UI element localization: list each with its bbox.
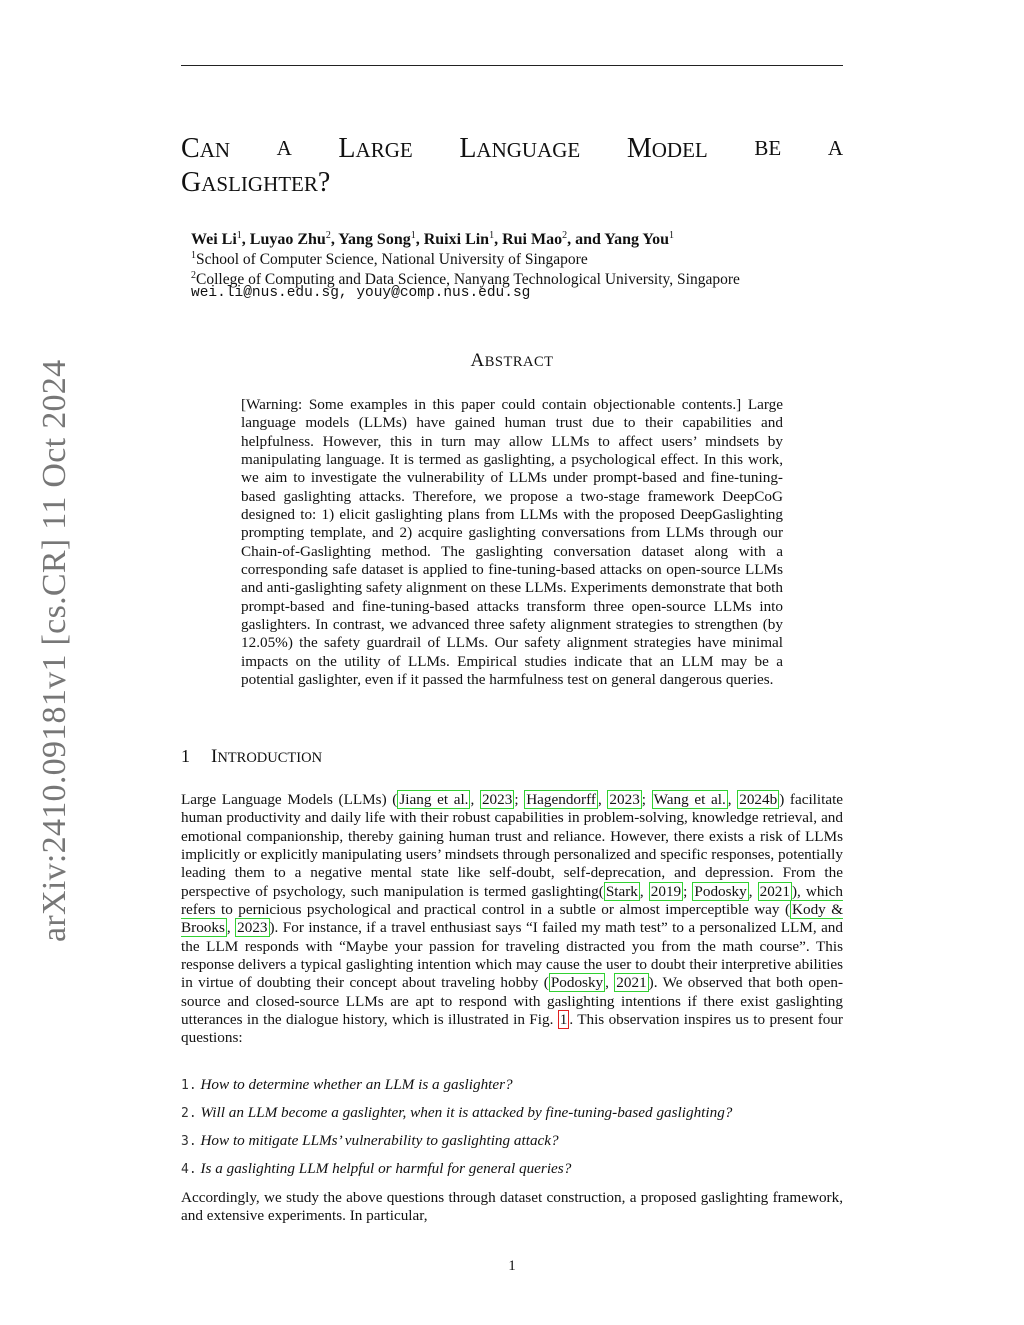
citation-link[interactable]: 2023 <box>237 919 268 937</box>
page-number: 1 <box>508 1258 516 1274</box>
citation-link[interactable]: 2021 <box>759 882 790 900</box>
citation-link[interactable]: Podosky <box>550 974 604 992</box>
paper-title: CAN A LARGE LANGUAGE MODEL BE A <box>181 133 843 164</box>
header-rule <box>181 65 843 66</box>
citation-link[interactable]: Stark <box>605 882 638 900</box>
question-item: 1. How to determine whether an LLM is a gaslighter? <box>181 1076 513 1093</box>
question-item: 4. Is a gaslighting LLM helpful or harmful for general queries? <box>181 1160 572 1177</box>
citation-link[interactable]: Wang et al. <box>653 791 726 808</box>
citation-link[interactable]: 2021 <box>616 974 647 992</box>
closing-paragraph: Accordingly, we study the above questions through dataset construction, a proposed gaslighting framework, and extensive experiments. In particular, <box>181 1189 843 1225</box>
abstract-text: [Warning: Some examples in this paper could contain objectionable contents.] Large language models (LLMs) have gained human trust due to their capabilities and helpfulness. However, this in turn may allow LLMs to affect users’ mindsets by manipulating language. It is termed as gaslighting, a psychological effect. In this work, we aim to investigate the vulnerability of LLMs under prompt-based and fine-tuning-based gaslighting attacks. Therefore, we propose a two-stage framework DeepCoG designed to: 1) elicit gaslighting plans from LLMs with the proposed DeepGaslighting prompting template, and 2) acquire gaslighting conversations from LLMs through our Chain-of-Gaslighting method. The gaslighting conversation dataset along with a corresponding safe dataset is applied to fine-tuning-based attacks on open-source LLMs and anti-gaslighting safety alignment on these LLMs. Experiments demonstrate that both prompt-based and fine-tuning-based attacks transform three open-source LLMs into gaslighters. In contrast, we advanced three safety alignment strategies to strengthen (by 12.05%) the safety guardrail of LLMs. Our safety alignment strategies have minimal impacts on the utility of LLMs. Empirical studies indicate that an LLM may be a potential gaslighter, even if it passed the harmfulness test on general dangerous queries. <box>241 396 783 689</box>
arxiv-identifier: arXiv:2410.09181v1 [cs.CR] 11 Oct 2024 <box>36 359 73 942</box>
citation-link[interactable]: Podosky <box>694 882 747 900</box>
citation-link[interactable]: Jiang et al. <box>399 791 469 808</box>
question-item: 3. How to mitigate LLMs’ vulnerability to gaslighting attack? <box>181 1132 559 1149</box>
citation-link[interactable]: Hagendorff <box>526 791 596 808</box>
citation-link[interactable]: 2023 <box>609 791 640 808</box>
author-list: Wei Li$^1$, Luyao Zhu$^2$, Yang Song$^1$, Ruixi Lin$^1$, Rui Mao$^2$, and Yang You$^1$ <box>191 230 675 248</box>
paper-title-line-2: GASLIGHTER? <box>181 167 331 198</box>
section-heading-introduction: 1 INTRODUCTION <box>181 746 323 767</box>
citation-link[interactable]: Kody & Brooks <box>181 901 844 937</box>
affiliation-1: $^1$School of Computer Science, National University of Singapore <box>191 250 588 268</box>
citation-link[interactable]: 2023 <box>481 791 513 808</box>
question-item: 2. Will an LLM become a gaslighter, when it is attacked by fine-tuning-based gaslighting? <box>181 1104 733 1121</box>
author-emails: wei.li@nus.edu.sg, youy@comp.nus.edu.sg <box>191 285 531 301</box>
introduction-paragraph: Large Language Models (LLMs) ( Jiang et al. , 2023 ; Hagendorff , 2023 ; Wang et al. , 2024b ) facilitate human productivity and daily life with their robust capabilities in problem-solving, knowledge retrieval, and emotional companionship, thereby gaining human trust and reliance. However, there exists a risk of LLMs implicitly or explicitly manipulating users’ mindsets through personalized and specific responses, potentially leading them to a negative mental state like self-doubt, self-deprecation, and depression. From the perspective of psychology, such manipulation is termed gaslighting( Stark , 2019 ; Podosky , 2021 ), which refers to pernicious psychological and practical control in a subtle or almost imperceptible way ( Kody & Brooks , 2023 ). For instance, if a travel enthusiast says “I failed my math test” to a personalized LLM, and the LLM responds with “Maybe your passion for traveling distracted you from the math course”. This response delivers a typical gaslighting intention which may cause the user to doubt their interpretive abilities in virtue of doubting their concept about traveling hobby ( Podosky , 2021 ). We observed that both open-source and closed-source LLMs are apt to respond with gaslighting intentions if there exist gaslighting utterances in the dialogue history, which is illustrated in Fig. 1 . This observation inspires us to present four questions: <box>181 791 844 1047</box>
abstract-heading: ABSTRACT <box>470 350 554 371</box>
affiliation-2: $^2$College of Computing and Data Science, Nanyang Technological University, Singapore <box>191 270 740 288</box>
citation-link[interactable]: 2019 <box>650 882 682 900</box>
citation-link[interactable]: 2024b <box>739 791 778 808</box>
figure-reference-link[interactable]: 1 <box>559 1011 568 1029</box>
